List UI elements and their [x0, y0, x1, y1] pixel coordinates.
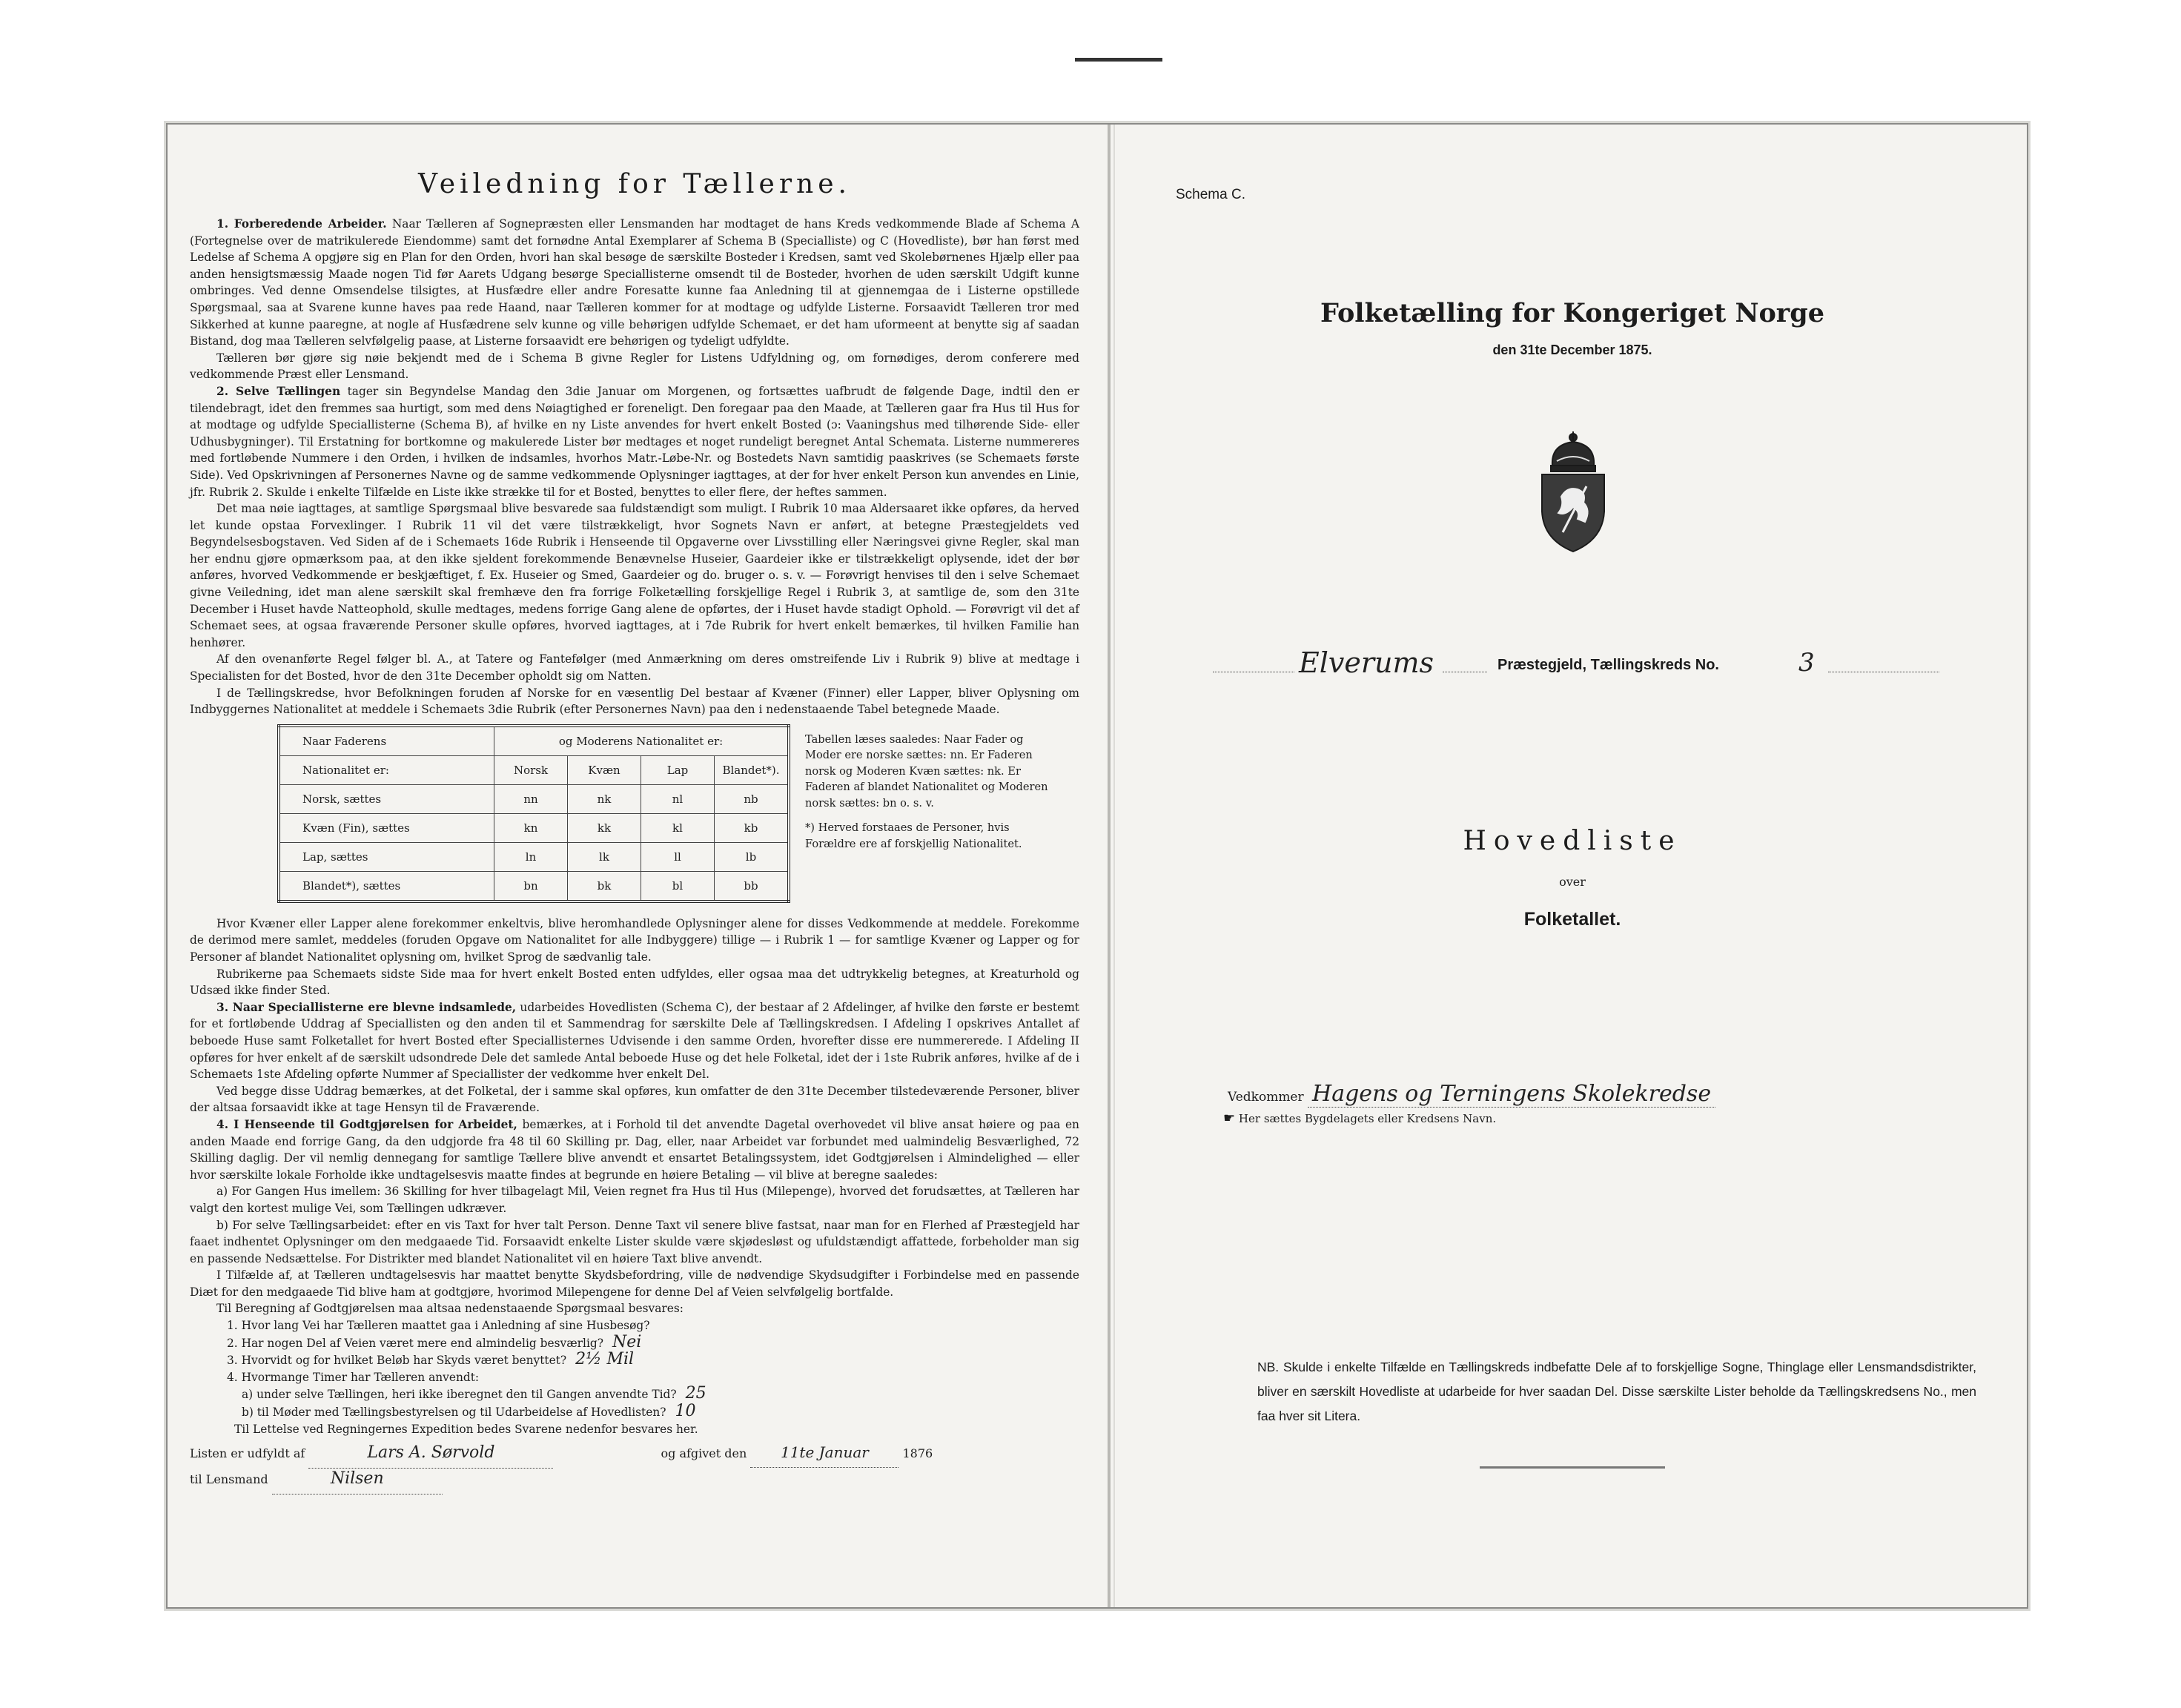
instruction-paragraph: [190, 500, 1079, 651]
norwegian-coat-of-arms-icon: [1529, 428, 1618, 555]
delivery-year: 1876: [902, 1446, 933, 1461]
table-cell: nl: [641, 784, 715, 813]
table-cell: ln: [494, 842, 568, 871]
table-cell: nn: [494, 784, 568, 813]
col-header: Norsk: [494, 755, 568, 784]
section-text: Tælleren bør gjøre sig nøie bekjendt med de i Schema B givne Regler for Listens Udfyldning og, om fornødiges, derom conferere med vedkommende Præst eller Lensmand.: [190, 351, 1079, 382]
parish-line: [1213, 646, 1939, 682]
table-head-father: Naar Faderens: [279, 726, 494, 756]
question-item: [190, 1369, 1079, 1386]
question-item: [190, 1403, 1079, 1421]
table-cell: nk: [568, 784, 641, 813]
table-cell: ll: [641, 842, 715, 871]
over-text: over: [1559, 875, 1586, 889]
question-text: 4. Hvormange Timer har Tælleren anvendt:: [227, 1370, 480, 1384]
instruction-paragraph: [190, 216, 1079, 350]
instruction-paragraph: [190, 999, 1079, 1083]
section-text: Det maa nøie iagttages, at samtlige Spørgsmaal blive besvarede saa fuldstændigt som muligt. I Rubrik 10 maa Aldersaaret ikke opføres, da herved let kunde opstaa Forvexlinger. I Rubrik 11 vil det være tilstrækkeligt, hvor Sognets Navn er anført, at betegne Præstegjeldets ved Begyndelsesbogstaven. Ved Siden af de i Schemaets 16de Rubrik i Henseende til Opgaverne over Livsstilling eller Næringsvei givne Regler, skal man her endnu gjøre opmærksom paa, at den ikke sjeldent forekommende Benævnelse Huseier, Gaardeier ikke er tilstrækkeligt oplysende, idet der bør anføres, hvorved Vedkommende er beskjæftiget, f. Ex. Huseier og Smed, Gaardeier og do. bruger o. s. v. — Forøvrigt henvises til den i selve Schemaet givne Veiledning, idet man alene særskilt skal fremhæve den fra forrige Folketælling forskjellige Regel i Rubrik 3, at samtlige de, som den 31te December i Huset havde Natteophold, skulle medtages, medens forrige Gang alene de opførtes, der i Huset havde stadigt Ophold. — Forøvrigt vil det af Schemaet sees, at ogsaa fraværende Personer skulle opføres, hvorved iagttages, at i 7de Rubrik for hvert enkelt bemærkes, til hvilken Familie han henhører.: [190, 502, 1079, 649]
section-text: Ved begge disse Uddrag bemærkes, at det Folketal, der i samme skal opføres, kun omfatter de den 31te December tilstedeværende Personer, bliver der altsaa forsaavidt ikke at tage Hensyn til de Fraværende.: [190, 1084, 1079, 1115]
instruction-paragraph: [190, 1300, 1079, 1317]
instruction-paragraph: [190, 685, 1079, 718]
question-text: b) til Møder med Tællingsbestyrelsen og til Udarbeidelse af Hovedlisten?: [242, 1406, 666, 1420]
section-heading: 4. I Henseende til Godtgjørelsen for Arbeidet,: [216, 1117, 517, 1131]
section-text: tager sin Begyndelse Mandag den 3die Januar om Morgenen, og fortsættes uafbrudt de følgende Dage, indtil den er tilendebragt, idet den fremmes saa hurtigt, som med dens Nøiagtighed er foreneligt. Den foregaar paa den Maade, at Tælleren gaar fra Hus til Hus for at modtage og udfylde Speciallisterne (Schema B), af hvilke en ny Liste anvendes for hvert enkelt Bosted (ɔ: Vaaningshus med tilhørende Side- eller Udhusbygninger). Til Erstatning for bortkomne og makulerede Lister bør medtages et noget rundeligt beregnet Antal Schemata. Listerne nummereres med fortløbende Nummere i den Orden, i hvilken de indsamles, hvorhos Matr.-Løbe-Nr. og Bostedets Navn samtidig paaskrives (se Schemaets første Side). Ved Opskrivningen af Personernes Navne og de samme vedkommende Oplysninger iagttages, at der for hver enkelt Person kun anvendes en Linie, jfr. Rubrik 2. Skulde i enkelte Tilfælde en Liste ikke strække til for et Bosted, benyttes to eller flere, der heftes sammen.: [190, 384, 1079, 499]
table-head-mother: og Moderens Nationalitet er:: [494, 726, 790, 756]
question-text: a) under selve Tællingen, heri ikke iberegnet den til Gangen anvendte Tid?: [242, 1388, 677, 1402]
table-cell: bk: [568, 871, 641, 901]
handwritten-answer: Nei: [612, 1332, 642, 1351]
census-title: Folketælling for Kongeriget Norge: [1320, 298, 1824, 328]
folketallet-heading: Folketallet.: [1523, 909, 1621, 930]
lensmand-label: til Lensmand: [190, 1472, 268, 1487]
instruction-paragraph: [190, 383, 1079, 500]
question-text: 2. Har nogen Del af Veien været mere end almindelig besværlig?: [227, 1336, 603, 1350]
parish-label: Præstegjeld, Tællingskreds No.: [1497, 657, 1719, 673]
section-text: bemærkes, at i Forhold til det anvendte Dagetal overhovedet vil blive ansat høiere og paa en anden Maade end forrige Gang, da den udgjorde fra 48 til 60 Skilling pr. Dag, eller, naar Arbeidet var forbundet med ualmindelig Besværlighed, 72 Skilling daglig. Der vil nemlig dennegang for samtlige Tællere blive anvendt et ensartet Betalingssystem, idet Godtgjørelsen i Almindelighed — eller hvor særskilte lokale Forholde ikke undtagelsesvis maatte findes at begrunde en høiere Betaling — vil blive at beregne saaledes:: [190, 1117, 1079, 1182]
right-page: [1139, 125, 2006, 1607]
instruction-paragraph: [190, 1083, 1079, 1116]
section-text: I de Tællingskredse, hvor Befolkningen foruden af Norske for en væsentlig Del bestaar af Kvæner (Finner) eller Lapper, bliver Oplysning om Indbyggernes Nationalitet at meddele i Schemaets 3die Rubrik (efter Personernes Navn) paa den i nedenstaaende Tabel betegnede Maade.: [190, 686, 1079, 717]
vedkommer-note: [1223, 1110, 1496, 1126]
pointing-hand-icon: ☛: [1223, 1110, 1236, 1126]
instructions-part-2: [190, 916, 1079, 1317]
table-note-1: Tabellen læses saaledes: Naar Fader og Moder ere norske sættes: nn. Er Faderen norsk og Moderen Kvæn sættes: nk. Er Faderen af blandet Nationalitet og Moderen norsk sættes: bn o. s. v.: [805, 732, 1048, 810]
row-label: Norsk, sættes: [279, 784, 494, 813]
questions-list: [190, 1317, 1079, 1421]
kreds-number: 3: [1798, 648, 1815, 678]
closing-text: Til Lettelse ved Regningernes Expedition bedes Svarene nedenfor besvares her.: [234, 1422, 698, 1436]
parish-name: Elverums: [1299, 646, 1434, 679]
section-text: udarbeides Hovedlisten (Schema C), der bestaar af 2 Afdelinger, af hvilke den første er bestemt for et fortløbende Uddrag af Speciallisten og den anden til et Sammendrag for særskilte Dele af Tællingskredsen. I Afdeling I opskrives Antallet af beboede Huse samt Folketallet for hvert Bosted efter Speciallisternes Udvisende i den samme Orden, hvorefter disse ere nummererede. I Afdeling II opføres for hver enkelt af de særskilt udsondrede Dele det samlede Antal beboede Huse og det hele Folketal, idet der i 1ste Rubrik anføres, hvilke af de i Schemaets 1ste Afdeling opførte Nummer af Speciallister der vedkomme hver enkelt Del.: [190, 1000, 1079, 1082]
closing-rule: [1480, 1466, 1665, 1469]
vedkommer-line: [1228, 1081, 1969, 1107]
table-note-2: *) Herved forstaaes de Personer, hvis Forældre ere af forskjellig Nationalitet.: [805, 821, 1022, 850]
section-text: Hvor Kvæner eller Lapper alene forekommer enkeltvis, blive heromhandlede Oplysninger alene for disses Vedkommende at meddele. Forekomme de derimod mere samlet, meddeles (foruden Opgave om Nationalitet for alle Indbyggere) tillige — i Rubrik 1 — for samtlige Kvæner og Lapper og for Personer af blandet Nationalitet oplysning om, hvilket Sprog de sædvanlig tale.: [190, 916, 1079, 964]
delivery-date: 11te Januar: [750, 1437, 898, 1468]
handwritten-answer: 10: [675, 1402, 696, 1421]
col-header: Kvæn: [568, 755, 641, 784]
row-label: Kvæn (Fin), sættes: [279, 813, 494, 842]
filled-by-label: Listen er udfyldt af: [190, 1446, 305, 1461]
instruction-paragraph: [190, 651, 1079, 684]
nationality-block: [190, 724, 1079, 911]
question-item: [190, 1334, 1079, 1352]
section-text: Naar Tælleren af Sognepræsten eller Lensmanden har modtaget de hans Kreds vedkommende Blade af Schema A (Fortegnelse over de matrikulerede Eiendomme) samt det fornødne Antal Exemplarer af Schema B (Specialliste) og C (Hovedliste), bør han først med Ledelse af Schema A opgjøre sig en Plan for den Orden, hvori han skal besøge de særskilte Bosteder i Kredsen, samt ved Skolebørnenes Hjælp eller paa anden hensigtsmæssig Maade nogen Tid før Aarets Udgang besørge Speciallisterne omsendt til de Bosteder, hvorhen de uden særskilt Udgift kunne ombringes. Ved denne Omsendelse tilsigtes, at Husfædre eller andre Foresatte kunne faa Anledning til at gjennemgaa de i Listerne opstillede Spørgsmaal, saa at Svarene kunne haves paa rede Haand, naar Tælleren kommer for at modtage og udfylde Listerne. Forsaavidt Tælleren tror med Sikkerhed at kunne paaregne, at nogle af Husfædrene selv kunne og ville behørigen udfylde Schemaet, er det ham uformeent at benytte sig af saadan Bistand, dog maa Tælleren selvfølgelig paase, at Listerne forsaavidt ere behørigen og tydeligt udfyldte.: [190, 217, 1079, 348]
instruction-paragraph: [190, 1116, 1079, 1183]
section-text: Til Beregning af Godtgjørelsen maa altsaa nedenstaaende Spørgsmaal besvares:: [216, 1302, 684, 1316]
instruction-paragraph: [190, 916, 1079, 966]
instruction-paragraph: [190, 1183, 1079, 1217]
section-heading: 2. Selve Tællingen: [216, 384, 341, 398]
table-cell: bb: [715, 871, 790, 901]
vedkommer-note-text: Her sættes Bygdelagets eller Kredsens Navn.: [1238, 1112, 1497, 1125]
instruction-paragraph: [190, 1217, 1079, 1268]
question-text: 1. Hvor lang Vei har Tælleren maattet gaa i Anledning af sine Husbesøg?: [227, 1319, 650, 1333]
row-label: Blandet*), sættes: [279, 871, 494, 901]
document-spread: [166, 123, 2028, 1609]
census-date: den 31te December 1875.: [1492, 342, 1652, 357]
instruction-paragraph: [190, 966, 1079, 999]
table-cell: kk: [568, 813, 641, 842]
vedkommer-label: Vedkommer: [1228, 1090, 1304, 1105]
lensmand-line: [190, 1464, 1079, 1494]
left-page: [190, 154, 1079, 1494]
section-text: Af den ovenanførte Regel følger bl. A., at Tatere og Fantefølger (med Anmærkning om deres omstreifende Liv i Rubrik 9) blive at medtage i Specialisten for det Bosted, hvor de den 31te December opholdt sig om Natten.: [190, 652, 1079, 683]
signer-name: Lars A. Sørvold: [308, 1438, 553, 1469]
delivered-label: og afgivet den: [661, 1446, 747, 1461]
table-cell: kb: [715, 813, 790, 842]
nationality-table: [277, 724, 790, 903]
section-text: a) For Gangen Hus imellem: 36 Skilling for hver tilbagelagt Mil, Veien regnet fra Hus til Hus (Milepenge), hvorved det forudsættes, at Tælleren har valgt den kortest mulige Vei, som Tællingen udkræver.: [190, 1185, 1079, 1215]
section-text: b) For selve Tællingsarbeidet: efter en vis Taxt for hver talt Person. Denne Taxt vil senere blive fastsat, naar man for en Flerhed af Præstegjeld har faaet indhentet Oplysninger om den medgaaede Tid. Forsaavidt enkelte Lister skulde være skjødesløst og ufuldstændigt affattede, forbeholder man sig en passende Nedsættelse. For Distrikter med blandet Nationalitet vil en høiere Taxt blive anvendt.: [190, 1218, 1079, 1265]
section-text: Rubrikerne paa Schemaets sidste Side maa for hvert enkelt Bosted enten udfyldes, eller ogsaa maa det udtrykkelig betegnes, at Kreaturhold og Udsæd ikke finder Sted.: [190, 967, 1079, 998]
section-heading: 1. Forberedende Arbeider.: [216, 217, 387, 231]
table-cell: kl: [641, 813, 715, 842]
archive-mark: [1075, 58, 1162, 62]
table-cell: nb: [715, 784, 790, 813]
question-item: [190, 1317, 1079, 1334]
instruction-paragraph: [190, 1267, 1079, 1300]
col-header: Blandet*).: [715, 755, 790, 784]
table-cell: bn: [494, 871, 568, 901]
schema-label: Schema C.: [1176, 187, 1245, 202]
col-header: Lap: [641, 755, 715, 784]
section-heading: 3. Naar Speciallisterne ere blevne indsamlede,: [216, 1000, 517, 1014]
table-cell: kn: [494, 813, 568, 842]
section-text: I Tilfælde af, at Tælleren undtagelsesvis har maattet benytte Skydsbefordring, ville de nødvendige Skydsudgifter i Forbindelse med en passende Diæt for den medgaaede Tid blive ham at godtgjøre, hvorimod Milepengene for denne Del af Veien selvfølgelig bortfalde.: [190, 1268, 1079, 1299]
table-cell: bl: [641, 871, 715, 901]
hovedliste-heading: Hovedliste: [1463, 826, 1682, 856]
instructions-part-1: [190, 216, 1079, 718]
instructions-title: Veiledning for Tællerne.: [418, 169, 851, 199]
question-text: 3. Hvorvidt og for hvilket Beløb har Skyds været benyttet?: [227, 1354, 567, 1368]
kreds-name: Hagens og Terningens Skolekredse: [1308, 1081, 1715, 1108]
table-explanation: [805, 732, 1050, 853]
nb-note: NB. Skulde i enkelte Tilfælde en Tællingskreds indbefatte Dele af to forskjellige Sogne, Thinglage eller Lensmandsdistrikter, bliver en særskilt Hovedliste at udarbeide for hver saadan Del. Disse særskilte Lister beholde da Tællingskredsens No., men faa hver sit Litera.: [1257, 1360, 1976, 1423]
table-cell: lk: [568, 842, 641, 871]
table-cell: lb: [715, 842, 790, 871]
page-gutter: [1108, 125, 1111, 1607]
page-gutter-shadow: [1113, 125, 1115, 1607]
table-row: [279, 871, 789, 901]
table-row: [279, 784, 789, 813]
table-row: [279, 813, 789, 842]
instruction-paragraph: [190, 350, 1079, 383]
handwritten-answer: 2½ Mil: [575, 1350, 635, 1369]
lensmand-name: Nilsen: [272, 1464, 443, 1494]
question-item: [190, 1386, 1079, 1403]
table-head-father-2: Nationalitet er:: [279, 755, 494, 784]
handwritten-answer: 25: [685, 1384, 706, 1403]
row-label: Lap, sættes: [279, 842, 494, 871]
question-item: [190, 1351, 1079, 1369]
table-row: [279, 842, 789, 871]
